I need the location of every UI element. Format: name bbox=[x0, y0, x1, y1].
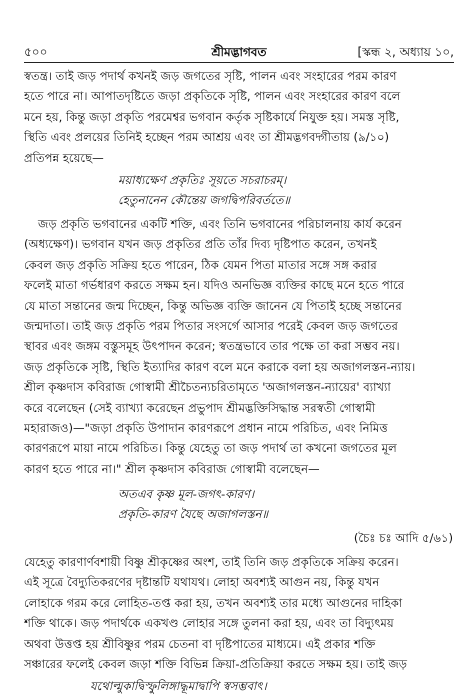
page-number: ৫০০ bbox=[24, 45, 48, 59]
text-line: হতে পারে না। আপাতদৃষ্টিতে জড়া প্রকৃতিকে সৃষ্টি, পালন এবং সংহারের কারণ বলে bbox=[24, 89, 401, 104]
text-line: করে বলেছেন (সেই ব্যাখ্যা করেছেন প্রভুপাদ শ্রীমদ্ভক্তিসিদ্ধান্ত সরস্বতী গোস্বামী bbox=[24, 400, 376, 415]
verse-line: অতএব কৃষ্ণ মূল-জগৎ-কারণ। bbox=[118, 487, 255, 501]
text-line: জড় প্রকৃতি ভগবানের একটি শক্তি, এবং তিনি ভগবানের পরিচালনায় কার্য করেন bbox=[38, 217, 402, 231]
text-line: কারণরূপে মায়া নামে পরিচিত। কিন্তু যেহেতু তা জড় পদার্থ তা কখনো জগতের মূল bbox=[24, 441, 397, 456]
paragraph-1 bbox=[24, 66, 454, 168]
book-title: শ্রীমদ্ভাগবত bbox=[211, 45, 267, 59]
header-rule bbox=[24, 62, 454, 63]
verse-line: হেতুনানেন কৌন্তেয় জগদ্বিপরিবর্ততে॥ bbox=[118, 193, 291, 208]
page-header bbox=[24, 40, 454, 62]
text-line: শ্রীল কৃষ্ণদাস কবিরাজ গোস্বামী শ্রীচৈতন্যচরিতামৃতে 'অজাগলস্তন-ন্যায়ের' ব্যাখ্যা bbox=[24, 380, 391, 395]
text-line: মহারাজও)—"জড়া প্রকৃতি উপাদান কারণরূপে প্রধান নামে পরিচিত, এবং নিমিত্ত bbox=[24, 420, 388, 435]
text-line: যে মাতা সন্তানের জন্ম দিচ্ছেন, কিন্তু অভিজ্ঞ ব্যক্তি জানেন যে পিতাই হচ্ছে সন্তানের bbox=[24, 298, 402, 313]
text-line: যেহেতু কারণার্ণবশায়ী বিষ্ণু শ্রীকৃষ্ণের অংশ, তাই তিনি জড় প্রকৃতিকে সক্রিয় করেন। bbox=[24, 555, 399, 569]
text-line: অথবা উত্তপ্ত হয় শ্রীবিষ্ণুর পরম চেতনা বা দৃষ্টিপাতের মাধ্যমে। এই প্রকার শক্তি bbox=[24, 636, 376, 651]
verse-line: ময়াধ্যক্ষেণ প্রকৃতিঃ সূয়তে সচরাচরম্। bbox=[118, 173, 287, 187]
text-line: জড় প্রকৃতিকে সৃষ্টি, স্থিতি ইত্যাদির কারণ বলে মনে করাকে বলা হয় অজাগলস্তন-ন্যায়। bbox=[24, 359, 416, 374]
text-line: স্থিতি এবং প্রলয়ের তিনিই হচ্ছেন পরম আশ্রয় এবং তা শ্রীমদ্ভগবদ্গীতায় (৯/১০) bbox=[24, 130, 390, 145]
paragraph-2 bbox=[24, 214, 454, 479]
text-line: প্রতিপন্ন হয়েছে— bbox=[24, 150, 104, 165]
text-line: মনে হয়, কিন্তু জড়া প্রকৃতি পরমেশ্বর ভগবান কর্তৃক সৃষ্টিকার্যে নিযুক্ত হয়। সমস্ত সৃষ্টি, bbox=[24, 109, 400, 124]
paragraph-3-tail bbox=[24, 654, 454, 674]
text-line: ফলেই মাতা গর্ভধারণ করতে সক্ষম হন। যদিও অনভিজ্ঞ ব্যক্তির কাছে মনে হতে পারে bbox=[24, 278, 405, 293]
text-line: এই সূত্রে বৈদ্যুতিকরণের দৃষ্টান্তটি যথাযথ। লোহা অবশ্যই আগুন নয়, কিন্তু যখন bbox=[24, 575, 380, 590]
verse-1 bbox=[118, 170, 448, 211]
text-line: কারণ হতে পারে না।" শ্রীল কৃষ্ণদাস কবিরাজ গোস্বামী বলেছেন— bbox=[24, 461, 320, 476]
text-line: কেবল জড় প্রকৃতি সক্রিয় হতে পারেন, ঠিক যেমন পিতা মাতার সঙ্গে সঙ্গ করার bbox=[24, 257, 377, 272]
paragraph-3 bbox=[24, 552, 454, 654]
text-line: স্বতন্ত্র। তাই জড় পদার্থ কখনই জড় জগতের সৃষ্টি, পালন এবং সংহারের পরম কারণ bbox=[24, 69, 397, 83]
text-line: (অধ্যক্ষেণ)। ভগবান যখন জড় প্রকৃতির প্রতি তাঁর দিব্য দৃষ্টিপাত করেন, তখনই bbox=[24, 237, 377, 252]
text-line: সঞ্চারের ফলেই কেবল জড়া শক্তি বিভিন্ন ক্রিয়া-প্রতিক্রিয়া করতে সক্ষম হয়। তাই জড় bbox=[24, 657, 408, 671]
text-line: স্থাবর এবং জঙ্গম বস্তুসমূহ উৎপাদন করেন; স্বতন্ত্রভাবে তার পক্ষে তা করা সম্ভব নয়। bbox=[24, 339, 400, 354]
section-label: [স্কন্ধ ২, অধ্যায় ১০, bbox=[357, 45, 454, 59]
verse-line: যথোল্মুকাদ্বিস্ফুলিঙ্গাদ্ধূমাদ্বাপি স্বসম্ভবাৎ। bbox=[90, 679, 267, 693]
verse-2-reference: (চৈঃ চঃ আদি ৫/৬১) bbox=[353, 531, 453, 545]
text-line: জন্মদাতা। তাই জড় প্রকৃতি পরম পিতার সংসর্গে আসার পরেই কেবল জড় জগতের bbox=[24, 318, 398, 333]
verse-3 bbox=[90, 676, 450, 696]
text-line: লোহাকে গরম করে লোহিত-তপ্ত করা হয়, তখন অবশ্যই তার মধ্যে আগুনের দাহিকা bbox=[24, 595, 403, 610]
verse-line: প্রকৃতি-কারণ যৈছে অজাগলস্তন॥ bbox=[118, 507, 269, 522]
verse-2 bbox=[118, 484, 448, 525]
text-line: শক্তি থাকে। জড় পদার্থকে একখণ্ড লোহার সঙ্গে তুলনা করা হয়, এবং তা বিদ্যুৎময় bbox=[24, 616, 394, 631]
